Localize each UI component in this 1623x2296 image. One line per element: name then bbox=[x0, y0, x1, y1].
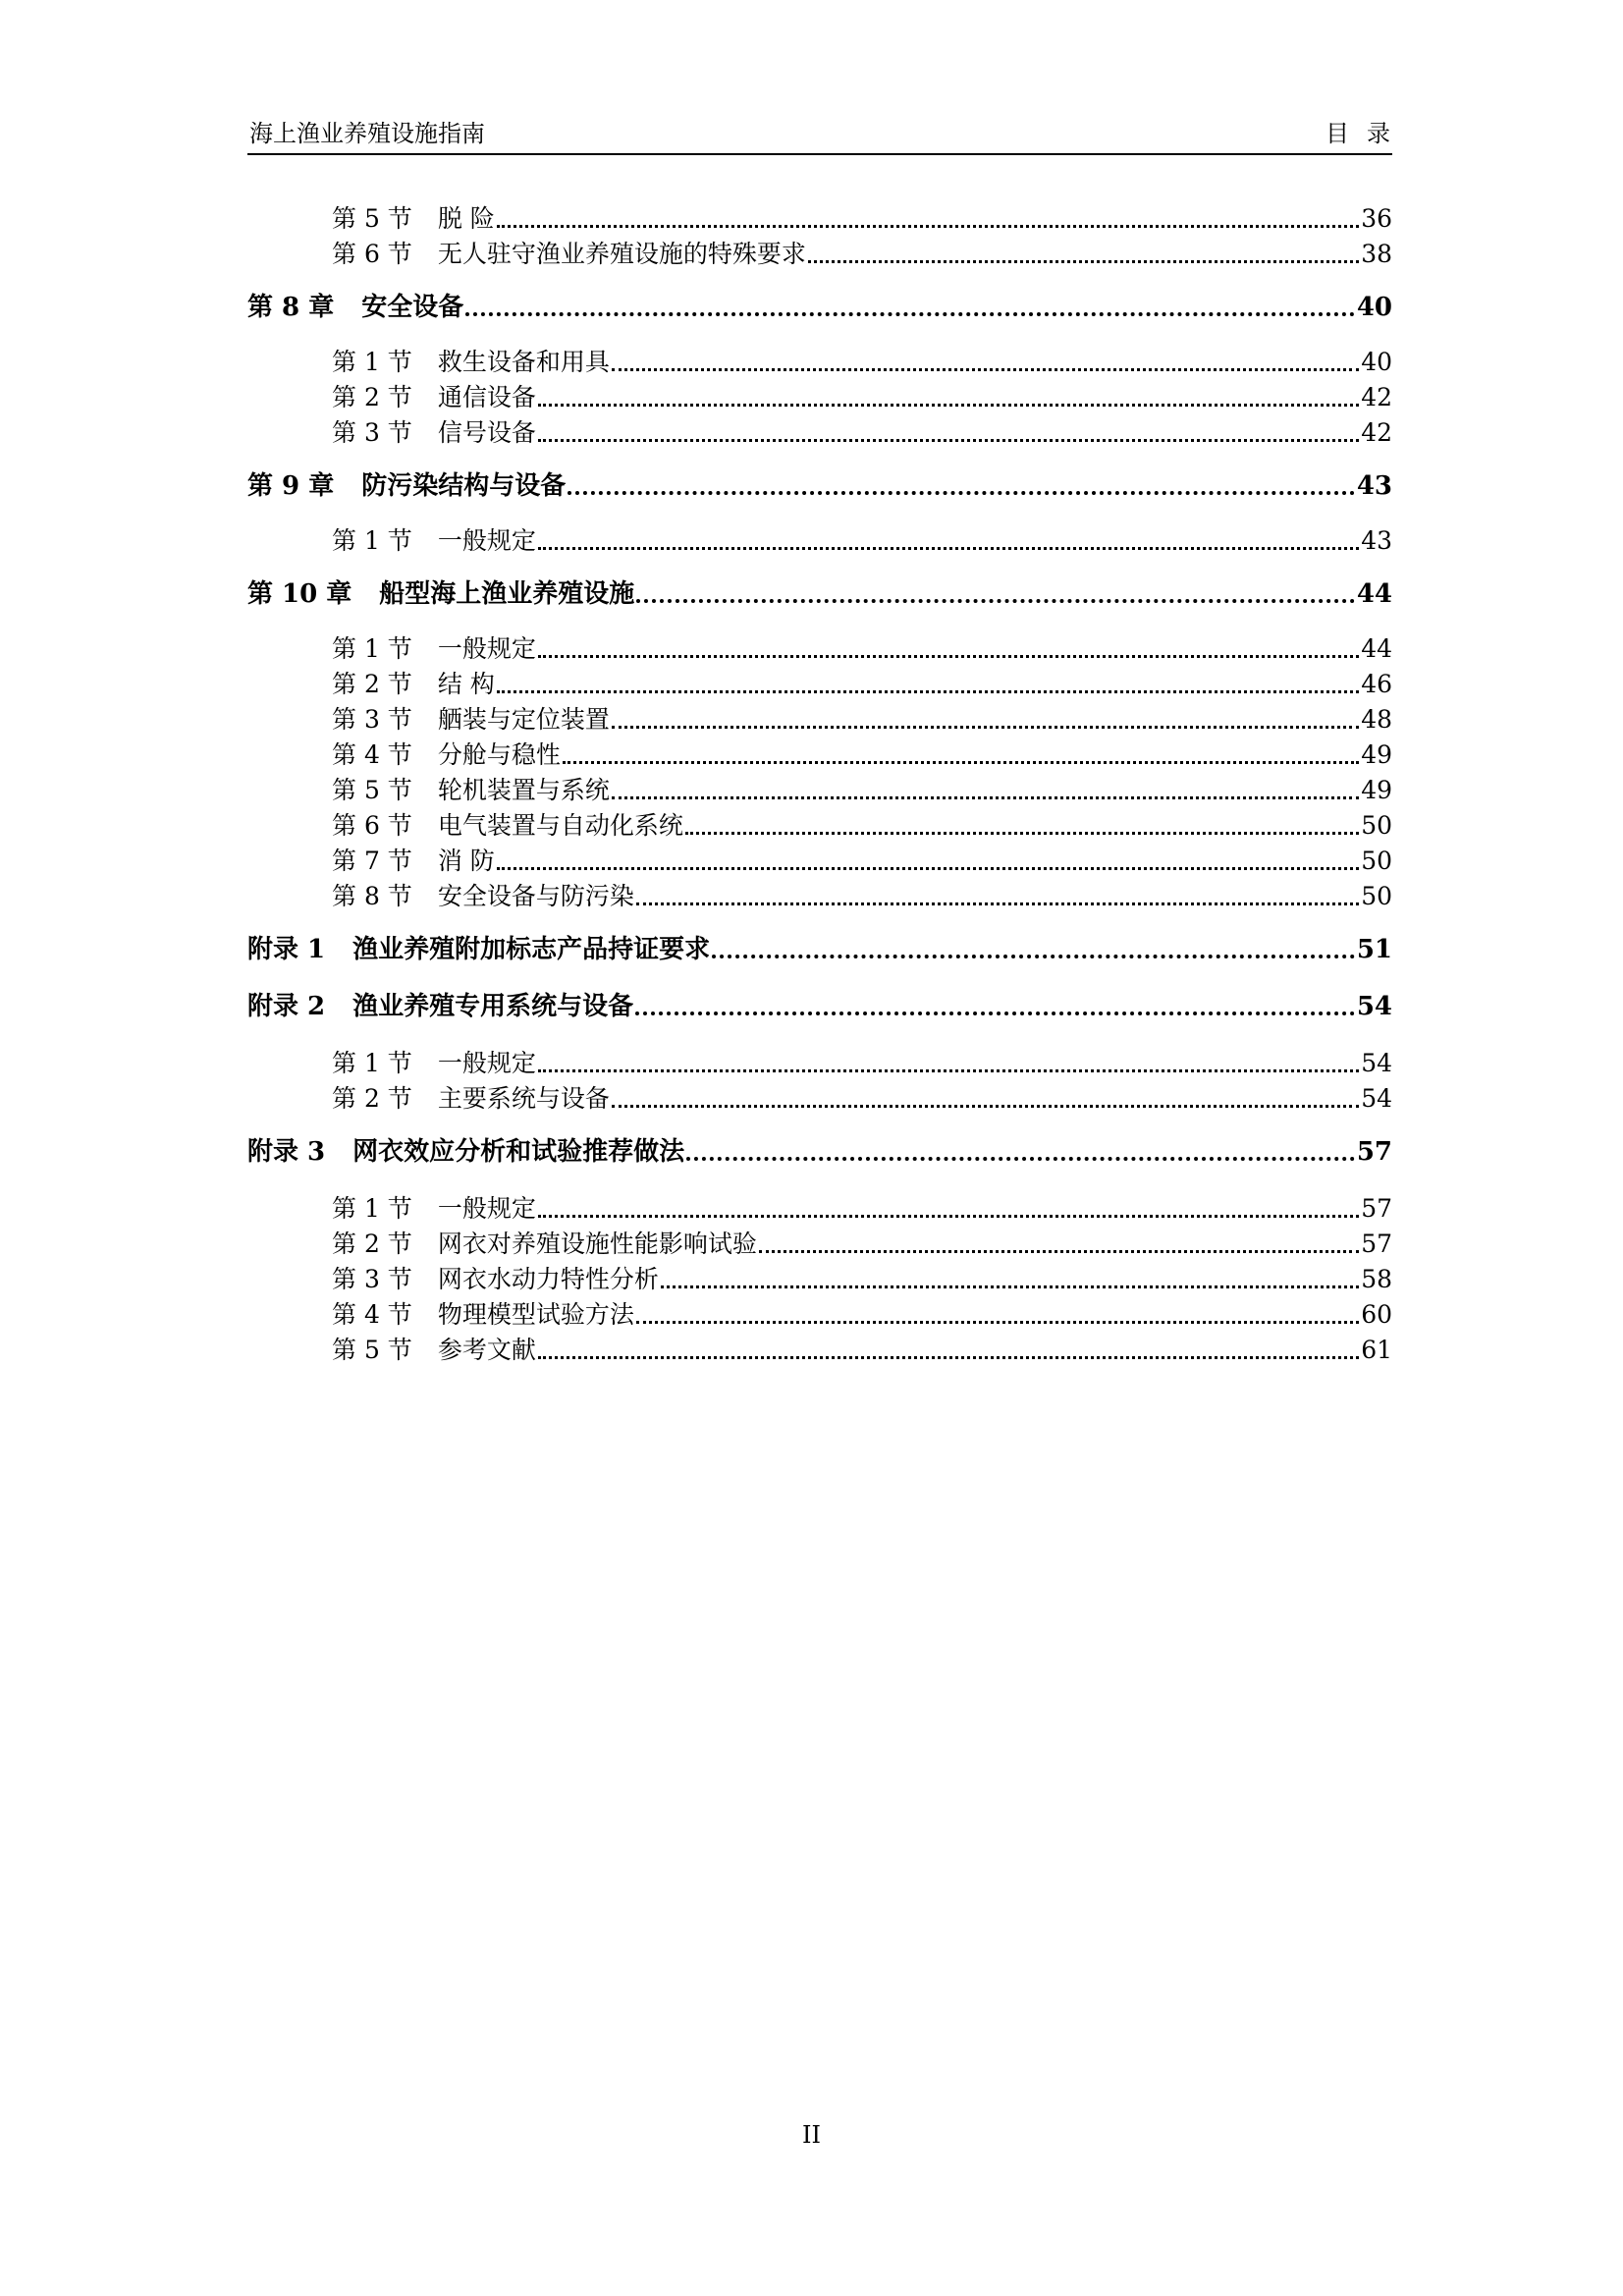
toc-entry-title: 无人驻守渔业养殖设施的特殊要求 bbox=[437, 240, 806, 268]
toc-entry-number: 第 2 节 bbox=[332, 1084, 412, 1113]
toc-entry[interactable] bbox=[247, 770, 1392, 805]
toc-entry-page: 42 bbox=[1361, 383, 1392, 411]
toc-entry[interactable] bbox=[247, 735, 1392, 770]
toc-entry-number: 第 8 章 bbox=[247, 293, 335, 322]
toc-entry-page: 46 bbox=[1361, 670, 1392, 698]
dot-leader bbox=[686, 1157, 1355, 1161]
toc-entry-number: 第 10 章 bbox=[247, 579, 352, 609]
toc-entry-page: 44 bbox=[1356, 579, 1392, 609]
toc-entry-number: 第 3 节 bbox=[332, 418, 412, 447]
toc-entry-page: 57 bbox=[1361, 1194, 1392, 1223]
dot-leader bbox=[497, 690, 1359, 693]
toc-chapter-entry[interactable] bbox=[247, 986, 1392, 1021]
toc-entry-page: 60 bbox=[1361, 1300, 1392, 1329]
toc-entry-title: 船型海上渔业养殖设施 bbox=[379, 579, 635, 609]
dot-leader bbox=[612, 368, 1359, 371]
toc-entry-page: 54 bbox=[1361, 1084, 1392, 1113]
toc-entry-number: 第 6 节 bbox=[332, 240, 412, 268]
dot-leader bbox=[538, 404, 1359, 407]
toc-entry[interactable] bbox=[247, 377, 1392, 412]
dot-leader bbox=[759, 1250, 1359, 1253]
toc-entry-page: 42 bbox=[1361, 418, 1392, 447]
toc-entry-title: 一般规定 bbox=[437, 526, 536, 555]
toc-entry-title: 分舱与稳性 bbox=[437, 740, 561, 769]
toc-entry-title: 网衣对养殖设施性能影响试验 bbox=[437, 1230, 757, 1258]
toc-entry-page: 36 bbox=[1361, 204, 1392, 233]
document-title: 海上渔业养殖设施指南 bbox=[249, 120, 485, 147]
toc-entry[interactable] bbox=[247, 876, 1392, 911]
dot-leader bbox=[563, 761, 1359, 764]
toc-entry-number: 第 1 节 bbox=[332, 526, 412, 555]
toc-entry-number: 第 1 节 bbox=[332, 348, 412, 376]
toc-entry-number: 第 5 节 bbox=[332, 776, 412, 804]
toc-entry-number: 第 1 节 bbox=[332, 634, 412, 663]
toc-entry-page: 54 bbox=[1356, 992, 1392, 1021]
toc-entry-title: 一般规定 bbox=[437, 634, 536, 663]
toc-entry[interactable] bbox=[247, 1043, 1392, 1078]
dot-leader bbox=[712, 955, 1355, 958]
toc-entry-number: 第 9 章 bbox=[247, 471, 335, 501]
toc-entry-title: 电气装置与自动化系统 bbox=[437, 811, 683, 840]
dot-leader bbox=[465, 312, 1355, 316]
toc-entry-title: 一般规定 bbox=[437, 1194, 536, 1223]
toc-entry-title: 轮机装置与系统 bbox=[437, 776, 610, 804]
toc-entry-title: 物理模型试验方法 bbox=[437, 1300, 634, 1329]
toc-entry-number: 第 4 节 bbox=[332, 740, 412, 769]
dot-leader bbox=[661, 1285, 1359, 1288]
toc-entry-title: 渔业养殖附加标志产品持证要求 bbox=[352, 935, 711, 964]
toc-entry-title: 一般规定 bbox=[437, 1049, 536, 1077]
toc-entry[interactable] bbox=[247, 699, 1392, 735]
toc-entry[interactable] bbox=[247, 1224, 1392, 1259]
toc-entry-page: 40 bbox=[1356, 293, 1392, 322]
dot-leader bbox=[636, 599, 1355, 603]
page-header bbox=[247, 116, 1408, 155]
toc-entry-title: 安全设备与防污染 bbox=[437, 882, 634, 910]
toc-entry-title: 救生设备和用具 bbox=[437, 348, 610, 376]
dot-leader bbox=[497, 867, 1359, 870]
toc-entry-title: 结 构 bbox=[437, 670, 495, 698]
toc-entry[interactable] bbox=[247, 1294, 1392, 1330]
toc-entry-title: 主要系统与设备 bbox=[437, 1084, 610, 1113]
toc-entry-title: 渔业养殖专用系统与设备 bbox=[352, 992, 634, 1021]
dot-leader bbox=[538, 439, 1359, 442]
toc-entry-number: 第 5 节 bbox=[332, 204, 412, 233]
dot-leader bbox=[538, 655, 1359, 658]
toc-entry-title: 防污染结构与设备 bbox=[361, 471, 567, 501]
dot-leader bbox=[635, 1011, 1355, 1015]
toc-chapter-entry[interactable] bbox=[247, 287, 1392, 322]
toc-chapter-entry[interactable] bbox=[247, 574, 1392, 609]
toc-entry[interactable] bbox=[247, 664, 1392, 699]
toc-entry-page: 40 bbox=[1361, 348, 1392, 376]
toc-entry-title: 信号设备 bbox=[437, 418, 536, 447]
toc-entry-page: 61 bbox=[1361, 1336, 1392, 1364]
toc-entry[interactable] bbox=[247, 1330, 1392, 1365]
toc-entry-page: 38 bbox=[1361, 240, 1392, 268]
toc-entry-page: 49 bbox=[1361, 776, 1392, 804]
toc-entry-page: 50 bbox=[1361, 847, 1392, 875]
dot-leader bbox=[612, 1105, 1359, 1108]
dot-leader bbox=[497, 225, 1359, 228]
toc-entry[interactable] bbox=[247, 342, 1392, 377]
toc-entry-number: 第 2 节 bbox=[332, 383, 412, 411]
toc-entry-title: 消 防 bbox=[437, 847, 495, 875]
dot-leader bbox=[538, 547, 1359, 550]
toc-entry-number: 第 2 节 bbox=[332, 1230, 412, 1258]
toc-entry-number: 第 1 节 bbox=[332, 1049, 412, 1077]
toc-entry-page: 50 bbox=[1361, 882, 1392, 910]
toc-entry-number: 附录 1 bbox=[247, 935, 326, 964]
toc-entry-number: 第 7 节 bbox=[332, 847, 412, 875]
toc-entry[interactable] bbox=[247, 1188, 1392, 1224]
dot-leader bbox=[538, 1215, 1359, 1218]
toc-entry-number: 附录 2 bbox=[247, 992, 326, 1021]
toc-entry-number: 第 3 节 bbox=[332, 705, 412, 734]
toc-entry-number: 第 3 节 bbox=[332, 1265, 412, 1293]
toc-entry[interactable] bbox=[247, 198, 1392, 234]
toc-entry[interactable] bbox=[247, 805, 1392, 841]
toc-entry-page: 43 bbox=[1361, 526, 1392, 555]
dot-leader bbox=[612, 796, 1359, 799]
toc-entry[interactable] bbox=[247, 1259, 1392, 1294]
toc-entry-page: 48 bbox=[1361, 705, 1392, 734]
toc-entry-number: 第 4 节 bbox=[332, 1300, 412, 1329]
toc-entry-title: 参考文献 bbox=[437, 1336, 536, 1364]
toc-entry[interactable] bbox=[247, 412, 1392, 448]
toc-entry[interactable] bbox=[247, 629, 1392, 664]
dot-leader bbox=[636, 1321, 1359, 1324]
toc-entry-page: 50 bbox=[1361, 811, 1392, 840]
toc-entry[interactable] bbox=[247, 841, 1392, 876]
toc-chapter-entry[interactable] bbox=[247, 1131, 1392, 1167]
toc-entry-page: 49 bbox=[1361, 740, 1392, 769]
toc-entry-page: 54 bbox=[1361, 1049, 1392, 1077]
dot-leader bbox=[808, 260, 1359, 263]
dot-leader bbox=[685, 832, 1359, 835]
dot-leader bbox=[612, 726, 1359, 729]
toc-entry-number: 附录 3 bbox=[247, 1137, 326, 1167]
dot-leader bbox=[538, 1069, 1359, 1072]
toc-entry-number: 第 6 节 bbox=[332, 811, 412, 840]
toc-entry-title: 网衣水动力特性分析 bbox=[437, 1265, 659, 1293]
toc-entry[interactable] bbox=[247, 1078, 1392, 1114]
toc-chapter-entry[interactable] bbox=[247, 929, 1392, 964]
section-title: 目录 bbox=[1325, 120, 1408, 147]
dot-leader bbox=[568, 491, 1355, 495]
toc-chapter-entry[interactable] bbox=[247, 465, 1392, 501]
toc-entry-page: 57 bbox=[1356, 1137, 1392, 1167]
toc-entry[interactable] bbox=[247, 520, 1392, 556]
toc-entry-page: 57 bbox=[1361, 1230, 1392, 1258]
page-number: II bbox=[802, 2121, 821, 2149]
toc-entry-title: 脱 险 bbox=[437, 204, 495, 233]
toc-entry-title: 通信设备 bbox=[437, 383, 536, 411]
dot-leader bbox=[538, 1356, 1359, 1359]
toc-entry-number: 第 8 节 bbox=[332, 882, 412, 910]
toc-entry-title: 网衣效应分析和试验推荐做法 bbox=[352, 1137, 685, 1167]
toc-entry-number: 第 1 节 bbox=[332, 1194, 412, 1223]
toc-entry-page: 44 bbox=[1361, 634, 1392, 663]
toc-entry-number: 第 2 节 bbox=[332, 670, 412, 698]
toc-entry-page: 43 bbox=[1356, 471, 1392, 501]
toc-entry-page: 58 bbox=[1361, 1265, 1392, 1293]
toc-entry-title: 舾装与定位装置 bbox=[437, 705, 610, 734]
dot-leader bbox=[636, 902, 1359, 905]
toc-entry-title: 安全设备 bbox=[361, 293, 464, 322]
toc-entry-page: 51 bbox=[1356, 935, 1392, 964]
toc-entry-number: 第 5 节 bbox=[332, 1336, 412, 1364]
toc-entry[interactable] bbox=[247, 234, 1392, 269]
